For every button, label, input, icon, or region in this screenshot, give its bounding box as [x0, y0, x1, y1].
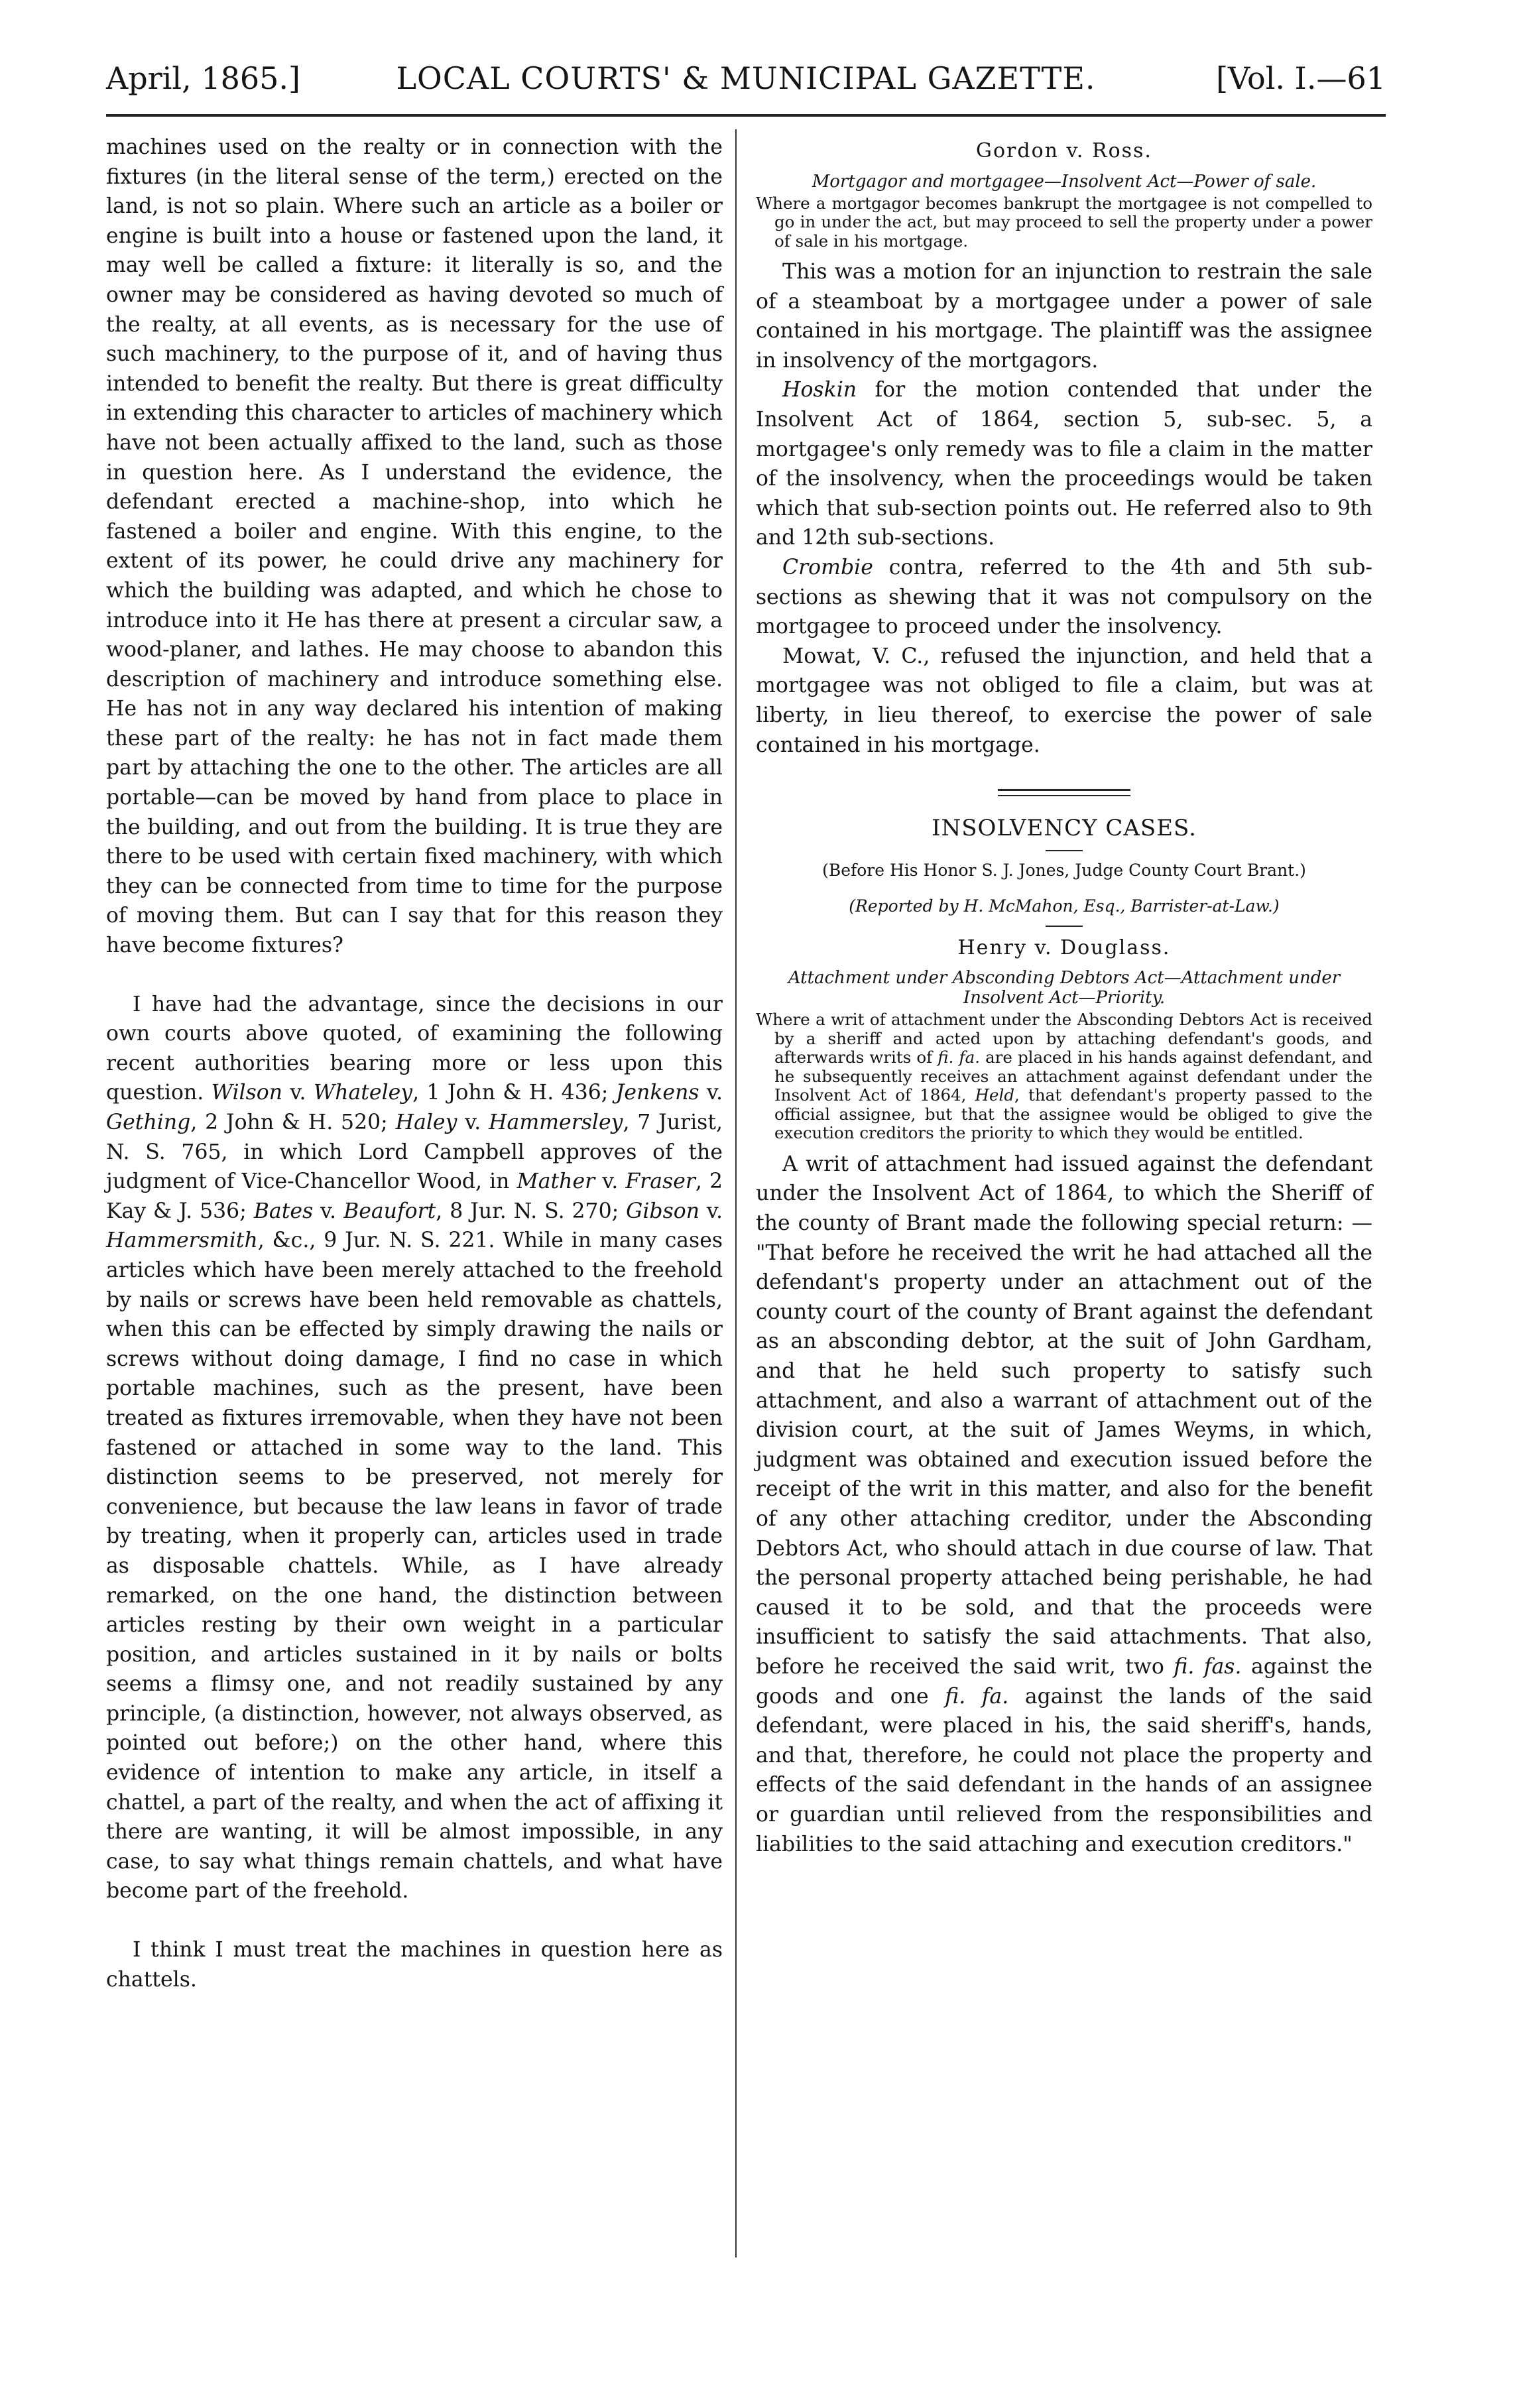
left-paragraph-1: machines used on the realty or in connection with the fixtures (in the literal sense of the term,) erected on the land, is not so plain. Where such an article as a boiler or engine is built into a house or fastened upon the land, it may well be called a fixture: it literally is so, and the owner may be considered as having devoted so much of the realty, at all events, as is necessary for the use of such machinery, to the purpose of it, and of having thus intended to benefit the realty. But there is great difficulty in extending this character to articles of machinery which have not been actually affixed to the land, such as those in question here. As I understand the evidence, the defendant erected a machine-shop, into which he fastened a boiler and engine. With this engine, to the extent of its power, he could drive any machinery for which the building was adapted, and which he chose to introduce into it He has there at present a circular saw, a wood-planer, and lathes. He may choose to abandon this description of machinery and introduce something else. He has not in any way declared his intention of making these part of the realty: he has not in fact made them part by attaching the one to the other. The articles are all portable—can be moved by hand from place to place in the building, and out from the building. It is true they are there to be used with certain fixed machinery, with which they can be connected from time to time for the purpose of moving them. But can I say that for this reason they have become fixtures? [106, 135, 723, 958]
case-citation: Bates [253, 1199, 314, 1223]
section-title: INSOLVENCY CASES. [932, 815, 1197, 842]
text-run: Where a writ of attachment under the Absconding Debtors Act is received by a sheriff and acted upon by attaching defendant's goods, and afterwards writs of [756, 1010, 1372, 1067]
header-volume-page: [Vol. I.—61 [1216, 60, 1386, 96]
spacer [756, 796, 1372, 813]
text-run: v. [595, 1170, 626, 1194]
text-run: , &c., 9 Jur. N. S. 221. While in many cases articles which have been merely attached to the freehold by nails or screws have been held removable as chattels, when this can be effected by simply drawing the nails or screws without doing damage, I find no case in which portable machines, such as the present, have been treated as fixtures irremovable, when they have not been fastened or attached in some way to the land. This distinction seems to be preserved, not merely for convenience, but because the law leans in favor of trade by treating, when it properly can, articles used in trade as disposable chattels. While, as I have already remarked, on the one hand, the distinction between articles resting by their own weight in a particular position, and articles sustained in it by nails or bolts seems a flimsy one, and not readily sustained by any principle, (a distinction, however, not always observed, as pointed out before;) on the other hand, where this evidence of intention to make any article, in itself a chattel, a part of the realty, and when the act of affixing it there are wanting, it will be almost impossible, in any case, to say what things remain chattels, and what have become part of the freehold. [106, 1229, 723, 1903]
text-run: are placed in his hands against defendant, and he subsequently receives an attachment against defendant under the Insolvent Act of 1864, [774, 1048, 1372, 1105]
left-column [106, 133, 723, 1994]
left-paragraph-3: I think I must treat the machines in question here as chattels. [106, 1938, 723, 1992]
case-citation: Mather [516, 1170, 595, 1194]
text-run: contra, referred to the 4th and 5th sub-sections as shewing that it was not compulsory on the mortgagee to proceed under the insolvency. [756, 556, 1372, 639]
case-paragraph [756, 642, 1372, 760]
text-run: A writ of attachment had issued against the defendant under the Insolvent Act of 1864, to which the Sheriff of the county of Brant made the following special return: — "That before he received the writ he had attached all the defendant's property under an attachment out of the county court of the county of Brant against the defendant as an absconding debtor, at the suit of John Gardham, and that he held such property to satisfy such attachment, and also a warrant of attachment out of the division court, at the suit of James Weyms, in which, judgment was obtained and execution issued before the receipt of the writ in this matter, and also for the benefit of any other attaching creditor, under the Absconding Debtors Act, who should attach in due course of law. That the personal property attached being perishable, he had caused it to be sold, and that the proceeds were insufficient to satisfy the said attachments. That also, before he received the said writ, two [756, 1152, 1372, 1679]
text-run: against the goods and one [756, 1654, 1372, 1709]
case-title-gordon-ross: Gordon v. Ross. [976, 139, 1152, 162]
counsel-name: Crombie [782, 556, 873, 580]
text-run: I have had the advantage, since the decisions in our own courts above quoted, of examining the following recent authorities bearing more or less upon this question. [106, 992, 723, 1105]
case-citation: Gibson [626, 1199, 699, 1223]
case-abstract [756, 1010, 1372, 1143]
text-run: , 1 John & H. 436; [412, 1081, 616, 1105]
reporter-line: (Reported by H. McMahon, Esq., Barrister-at-Law.) [849, 896, 1280, 916]
text-run: v. [282, 1081, 314, 1105]
latin-term: Held [975, 1085, 1015, 1105]
text-run: , 8 Jur. N. S. 270; [436, 1199, 627, 1223]
case-paragraph: This was a motion for an injunction to restrain the sale of a steamboat by a mortgagee under a power of sale contained in his mortgage. The plaintiff was the assignee in insolvency of the mortgagors. [756, 260, 1372, 373]
header-title: LOCAL COURTS' & MUNICIPAL GAZETTE. [396, 60, 1096, 96]
case-abstract: Where a mortgagor becomes bankrupt the mortgagee is not compelled to go in under the act, but may proceed to sell the property under a power of sale in his mortgage. [756, 193, 1372, 251]
text-run: v. [699, 1199, 723, 1223]
left-paragraph-2 [106, 990, 723, 1906]
case-citation: Beaufort [343, 1199, 436, 1223]
latin-term: fi. fas. [1174, 1654, 1242, 1679]
case-headnote: Attachment under Absconding Debtors Act—Attachment under Insolvent Act—Priority. [788, 968, 1341, 1008]
case-paragraph [756, 553, 1372, 642]
case-citation: Wilson [211, 1081, 283, 1105]
text-run: v. [313, 1199, 344, 1223]
text-run: , 7 Jurist, N. S. 765, in which Lord Campbell approves of the judgment of Vice-Chancellor Wood, in [106, 1111, 723, 1194]
text-run: against the lands of the said defendant, were placed in his, the said sheriff's, hands, and that, therefore, he could not place the property and effects of the said defendant in the hands of an assignee or guardian until relieved from the responsibilities and liabilities to the said attaching and execution creditors." [756, 1684, 1372, 1856]
case-paragraph [756, 1150, 1372, 1859]
short-rule [1046, 926, 1083, 927]
latin-term: fi. fa. [938, 1048, 980, 1067]
text-run: , 2 John & H. 520; [190, 1111, 396, 1134]
judge-name: Mowat, V. C. [782, 644, 924, 668]
case-citation: Hammersley [489, 1111, 623, 1134]
header-date: April, 1865.] [106, 60, 300, 96]
spacer [756, 760, 1372, 789]
latin-term: fi. fa. [945, 1684, 1009, 1709]
case-citation: Haley [395, 1111, 457, 1134]
running-header [106, 58, 1386, 111]
case-citation: Jenkens [615, 1081, 699, 1105]
right-column [756, 133, 1372, 1859]
column-divider [735, 129, 737, 2258]
court-line: (Before His Honor S. J. Jones, Judge County Court Brant.) [822, 860, 1306, 880]
text-run: , 2 Kay & J. 536; [106, 1170, 723, 1223]
text-run: , refused the injunction, and held that a mortgagee was not obliged to file a claim, but was at liberty, in lieu thereof, to exercise the power of sale contained in his mortgage. [756, 644, 1373, 757]
header-rule [106, 114, 1386, 117]
case-citation: Whateley [313, 1081, 413, 1105]
case-citation: Fraser [625, 1170, 696, 1194]
case-headnote: Mortgagor and mortgagee—Insolvent Act—Power of sale. [812, 171, 1317, 192]
case-title-henry-douglass: Henry v. Douglass. [957, 935, 1171, 959]
short-rule [1046, 850, 1083, 851]
text-run: for the motion contended that under the Insolvent Act of 1864, section 5, sub-sec. 5, a mortgagee's only remedy was to file a claim in the matter of the insolvency, when the proceedings would be taken which that sub-section points out. He referred also to 9th and 12th sub-sections. [756, 378, 1372, 550]
text-run: , that defendant's property passed to the official assignee, but that the assignee would be obliged to give the execution creditors the priority to which they would be entitled. [774, 1085, 1373, 1143]
section-divider [998, 789, 1130, 796]
text-run: v. [457, 1111, 489, 1134]
case-citation: Gething [106, 1111, 191, 1134]
counsel-name: Hoskin [782, 378, 857, 402]
text-run: v. [699, 1081, 723, 1105]
case-paragraph [756, 375, 1372, 553]
case-citation: Hammersmith [106, 1229, 258, 1253]
